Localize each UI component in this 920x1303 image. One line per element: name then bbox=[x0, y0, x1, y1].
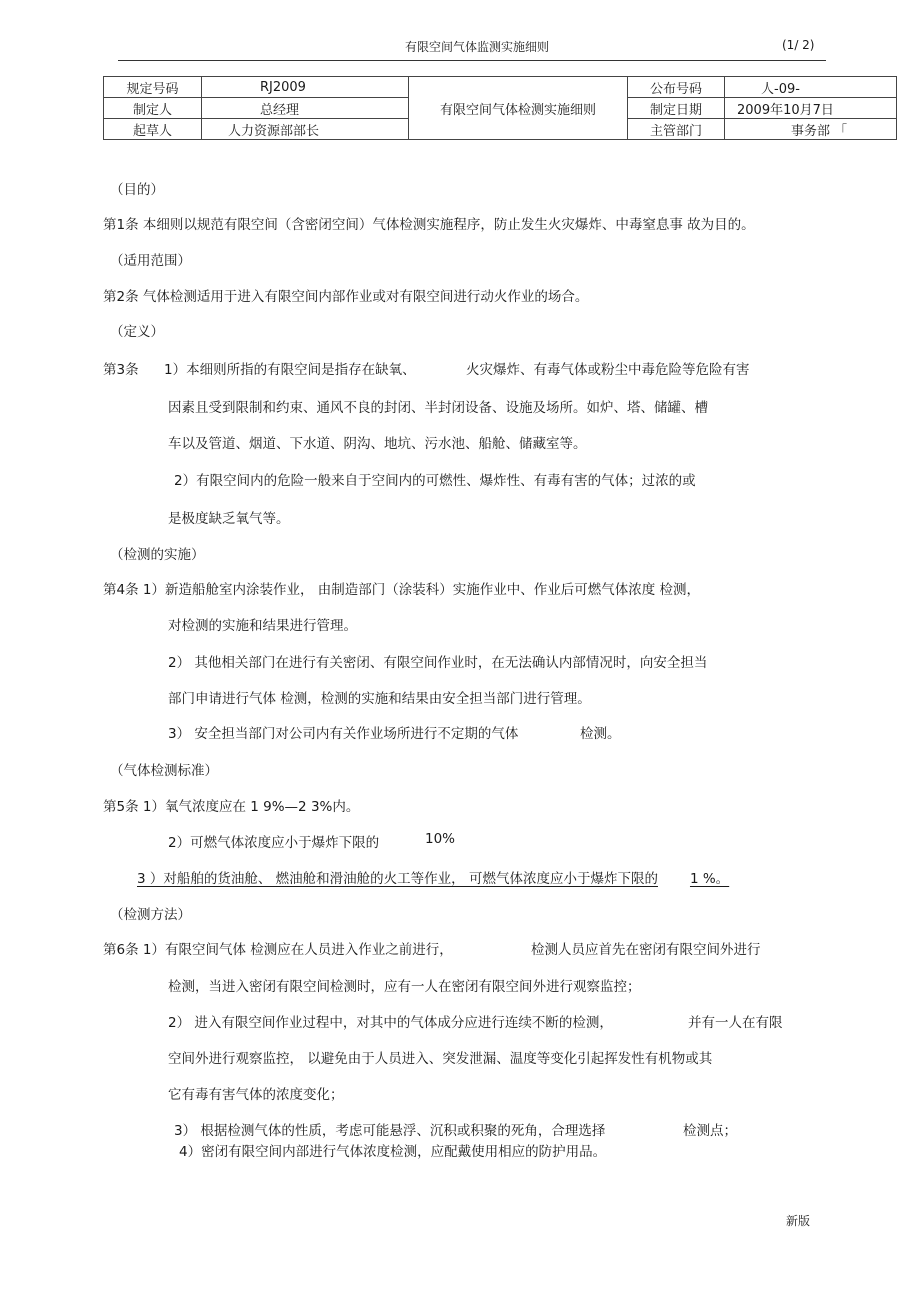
document-info-table bbox=[103, 76, 897, 140]
table-cell: 起草人 bbox=[104, 119, 202, 140]
section-heading-standard: （气体检测标准） bbox=[110, 763, 218, 779]
table-cell: 2009年10月7日 bbox=[725, 98, 897, 119]
section-heading-purpose: （目的） bbox=[110, 182, 164, 198]
section-heading-definition: （定义） bbox=[110, 324, 164, 340]
article-5-item-3-part-b: 1 %。 bbox=[689, 871, 730, 887]
article-6-item-3-part-a: 3） 根据检测气体的性质，考虑可能悬浮、沉积或积聚的死角，合理选择 bbox=[174, 1123, 606, 1139]
section-heading-implementation: （检测的实施） bbox=[110, 547, 205, 563]
article-3-item-2-line-1: 2）有限空间内的危险一般来自于空间内的可燃性、爆炸性、有毒有害的气体；过浓的或 bbox=[174, 473, 696, 489]
table-cell: 人力资源部部长 bbox=[202, 119, 409, 140]
article-4-item-3-part-a: 3） 安全担当部门对公司内有关作业场所进行不定期的气体 bbox=[168, 726, 519, 742]
article-5-item-3 bbox=[137, 867, 777, 887]
table-cell: 规定号码 bbox=[104, 77, 202, 98]
table-cell: 制定日期 bbox=[628, 98, 725, 119]
article-5-item-2-part-a: 2）可燃气体浓度应小于爆炸下限的 bbox=[168, 835, 380, 851]
table-cell: 事务部 「 bbox=[725, 119, 897, 140]
article-5-item-1: 第5条 1）氧气浓度应在 1 9%—2 3%内。 bbox=[103, 799, 360, 815]
section-heading-method: （检测方法） bbox=[110, 907, 191, 923]
article-4-item-3-part-b: 检测。 bbox=[580, 726, 621, 742]
footer-version: 新版 bbox=[786, 1214, 811, 1228]
article-4-item-1-line-2: 对检测的实施和结果进行管理。 bbox=[168, 618, 357, 634]
page-number: (1/ 2) bbox=[782, 38, 815, 52]
article-5-item-2-part-b: 10% bbox=[425, 831, 456, 847]
table-row bbox=[104, 77, 897, 98]
table-cell: 主管部门 bbox=[628, 119, 725, 140]
table-cell: 制定人 bbox=[104, 98, 202, 119]
article-3-item-2-line-2: 是极度缺乏氧气等。 bbox=[168, 511, 290, 527]
article-3-item-1-part-a: 1）本细则所指的有限空间是指存在缺氧、 bbox=[164, 362, 416, 378]
article-6-item-3-part-b: 检测点； bbox=[683, 1123, 737, 1139]
article-3-item-1-line-3: 车以及管道、烟道、下水道、阴沟、地坑、污水池、船舱、储藏室等。 bbox=[168, 436, 587, 452]
article-6-item-1-line-2: 检测，当进入密闭有限空间检测时，应有一人在密闭有限空间外进行观察监控； bbox=[168, 979, 641, 995]
article-6-item-1-part-b: 检测人员应首先在密闭有限空间外进行 bbox=[531, 942, 761, 958]
article-2: 第2条 气体检测适用于进入有限空间内部作业或对有限空间进行动火作业的场合。 bbox=[103, 289, 589, 305]
article-3-item-1-line-2: 因素且受到限制和约束、通风不良的封闭、半封闭设备、设施及场所。如炉、塔、储罐、槽 bbox=[168, 400, 708, 416]
article-4-item-1-line-1: 第4条 1）新造船舱室内涂装作业， 由制造部门（涂装科）实施作业中、作业后可燃气体浓度 检测， bbox=[103, 582, 701, 598]
header-divider bbox=[118, 60, 826, 61]
article-1: 第1条 本细则以规范有限空间（含密闭空间）气体检测实施程序，防止发生火灾爆炸、中毒窒息事 故为目的。 bbox=[103, 217, 755, 233]
article-5-item-3-part-a: 3 ）对船舶的货油舱、 燃油舱和滑油舱的火工等作业， 可燃气体浓度应小于爆炸下限的 bbox=[137, 871, 658, 887]
article-6-item-2-part-a: 2） 进入有限空间作业过程中，对其中的气体成分应进行连续不断的检测， bbox=[168, 1015, 613, 1031]
article-3-number: 第3条 bbox=[103, 362, 139, 378]
article-6-item-1-part-a: 第6条 1）有限空间气体 检测应在人员进入作业之前进行， bbox=[103, 942, 453, 958]
header-title: 有限空间气体监测实施细则 bbox=[405, 40, 550, 54]
document-title-cell: 有限空间气体检测实施细则 bbox=[409, 77, 628, 140]
article-6-item-2-part-b: 并有一人在有限 bbox=[688, 1015, 783, 1031]
article-6-item-2-line-2: 空间外进行观察监控， 以避免由于人员进入、突发泄漏、温度等变化引起挥发性有机物或其 bbox=[168, 1051, 713, 1067]
table-cell: RJ2009 bbox=[202, 77, 409, 98]
table-cell: 公布号码 bbox=[628, 77, 725, 98]
article-4-item-2-line-2: 部门申请进行气体 检测，检测的实施和结果由安全担当部门进行管理。 bbox=[168, 691, 591, 707]
article-4-item-2-line-1: 2） 其他相关部门在进行有关密闭、有限空间作业时，在无法确认内部情况时，向安全担当 bbox=[168, 655, 708, 671]
table-cell: 人-09- bbox=[725, 77, 897, 98]
article-6-item-2-line-3: 它有毒有害气体的浓度变化； bbox=[168, 1087, 344, 1103]
article-3-item-1-part-b: 火灾爆炸、有毒气体或粉尘中毒危险等危险有害 bbox=[466, 362, 750, 378]
section-heading-scope: （适用范围） bbox=[110, 253, 191, 269]
table-cell: 总经理 bbox=[202, 98, 409, 119]
article-6-item-4: 4）密闭有限空间内部进行气体浓度检测，应配戴使用相应的防护用品。 bbox=[179, 1144, 607, 1160]
